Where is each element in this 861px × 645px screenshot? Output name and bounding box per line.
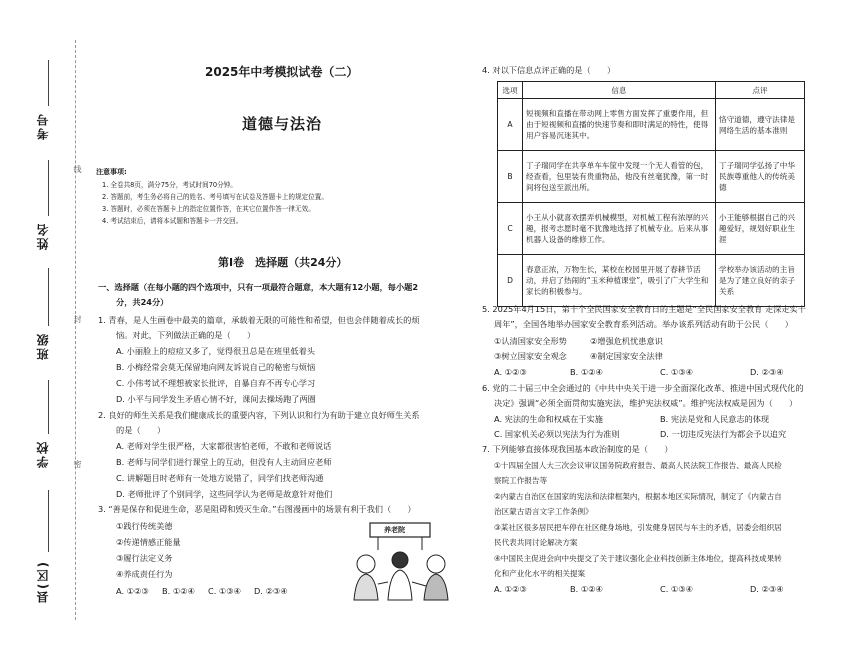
table-cell-comment: 小王能够根据自己的兴趣爱好，规划好职业生涯 <box>716 203 805 255</box>
q7-statement: 察院工作报告等 <box>494 476 548 485</box>
note-item: 4. 考试结束后，请将本试题和答题卡一并交回。 <box>102 217 243 225</box>
q3-statement: ③履行法定义务 <box>116 553 173 563</box>
q7-option-c[interactable]: C. ①③④ <box>660 584 693 594</box>
q5-statement: ①认清国家安全形势 <box>494 336 567 346</box>
q5-statement: ③树立国家安全观念 <box>494 351 567 361</box>
q3-option-c[interactable]: C. ①③④ <box>208 586 241 596</box>
q6-option-d[interactable]: D. 一切违反宪法行为都会予以追究 <box>660 429 787 439</box>
school-blank[interactable] <box>48 380 49 434</box>
note-item: 3. 答题时，必须在答题卡上的指定位置作答，在其它位置作答一律无效。 <box>102 205 315 213</box>
fold-mark-seal: 封 <box>73 315 82 323</box>
q5-option-a[interactable]: A. ①②③ <box>494 367 527 377</box>
note-item: 1. 全卷共8页，满分75分，考试时间70分钟。 <box>102 181 237 189</box>
table-cell-option: A <box>498 99 523 151</box>
table-header: 点评 <box>716 82 805 99</box>
q7-statement: 治区蒙古语言文字工作条例》 <box>494 507 593 516</box>
exam-title: 2025年中考模拟试卷（二） <box>205 65 359 79</box>
table-cell-comment: 恪守道德，遵守法律是网络生活的基本准则 <box>716 99 805 151</box>
q3-statement: ④养成责任行为 <box>116 569 173 579</box>
q2-stem: 的是（ ） <box>116 425 166 435</box>
table-header: 选项 <box>498 82 523 99</box>
county-blank[interactable] <box>48 490 49 552</box>
table-cell-info: 丁子瑞同学在共享单车车筐中发现一个无人看管的包，经查看，包里装有贵重物品，他没有丝毫犹豫，第一时间将包送至派出所。 <box>523 151 716 203</box>
q5-statement: ②增强危机忧患意识 <box>590 336 663 346</box>
q1-option-a[interactable]: A. 小丽脸上的痘痘又多了，觉得很丑总是在班里低着头 <box>116 346 315 356</box>
table-cell-comment: 丁子瑞同学弘扬了中华民族尊重他人的传统美德 <box>716 151 805 203</box>
subject-title: 道德与法治 <box>242 115 323 133</box>
cartoon-sign-text: 养老院 <box>384 526 405 534</box>
q7-statement: ②内蒙古自治区在国家的宪法和法律框架内，根据本地区实际情况，制定了《内蒙古自 <box>494 492 782 501</box>
q3-option-d[interactable]: D. ②③④ <box>254 586 288 596</box>
q7-statement: ①十四届全国人大三次会议审议国务院政府报告、最高人民法院工作报告、最高人民检 <box>494 461 782 470</box>
fold-mark-line: 线 <box>73 165 82 173</box>
section-instruction: 一、选择题（在每小题的四个选项中，只有一项最符合题意，本大题有12小题，每小题2 <box>98 282 419 292</box>
table-row <box>498 99 805 151</box>
q2-stem: 2. 良好的师生关系是我们健康成长的重要内容，下列认识和行为有助于建立良好师生关系 <box>98 410 420 420</box>
q4-stem: 4. 对以下信息点评正确的是（ ） <box>482 65 616 75</box>
q1-option-b[interactable]: B. 小梅经常会莫无保留地向网友诉说自己的秘密与烦恼 <box>116 362 316 372</box>
q3-statement: ②传递情感正能量 <box>116 537 181 547</box>
q7-statement: 民代表共同讨论解决方案 <box>494 538 578 547</box>
q3-option-a[interactable]: A. ①②③ <box>116 586 149 596</box>
q7-option-d[interactable]: D. ②③④ <box>750 584 784 594</box>
name-blank[interactable] <box>48 160 49 216</box>
q2-option-a[interactable]: A. 老师对学生很严格，大家都很害怕老师，不敢和老师说话 <box>116 441 332 451</box>
q4-table <box>497 81 805 307</box>
table-cell-info: 小王从小就喜欢摆弄机械模型，对机械工程有浓厚的兴趣，报考志愿时毫不犹豫地选择了机械专业。后来从事机器人设备的维修工作。 <box>523 203 716 255</box>
name-label: 姓名 <box>36 222 50 250</box>
class-blank[interactable] <box>48 268 49 326</box>
table-cell-option: B <box>498 151 523 203</box>
q6-stem: 决定》强调“必须全面贯彻实施宪法，维护宪法权威”。维护宪法权威是因为（ ） <box>494 398 798 408</box>
table-header: 信息 <box>523 82 716 99</box>
school-label: 学校 <box>36 440 50 468</box>
exam-no-label: 考号 <box>36 112 50 140</box>
q3-cartoon <box>348 520 458 602</box>
table-header-row <box>498 82 805 99</box>
q1-option-c[interactable]: C. 小伟考试不理想被家长批评，自暴自弃不再专心学习 <box>116 378 316 388</box>
q7-stem: 7. 下列能够直接体现我国基本政治制度的是（ ） <box>482 444 673 454</box>
q6-option-c[interactable]: C. 国家机关必须以宪法为行为准则 <box>494 429 620 439</box>
fold-mark-secret: 密 <box>73 460 82 468</box>
table-row <box>498 203 805 255</box>
q2-option-d[interactable]: D. 老师批评了个别同学，这些同学认为老师是故意针对他们 <box>116 489 333 499</box>
q5-option-b[interactable]: B. ①②④ <box>570 367 603 377</box>
q2-option-b[interactable]: B. 老师与同学们进行课堂上的互动，但没有人主动回应老师 <box>116 457 332 467</box>
table-cell-option: C <box>498 203 523 255</box>
q6-option-b[interactable]: B. 宪法是党和人民意志的体现 <box>660 414 770 424</box>
q7-option-b[interactable]: B. ①②④ <box>570 584 603 594</box>
table-cell-comment: 学校举办该活动的主旨是为了建立良好的亲子关系 <box>716 255 805 307</box>
q7-statement: ④中国民主促进会向中央提交了关于建议强化企业科技创新主体地位，提高科技成果转 <box>494 554 782 563</box>
table-row <box>498 151 805 203</box>
q6-stem: 6. 党的二十届三中全会通过的《中共中央关于进一步全面深化改革、推进中国式现代化的 <box>482 383 804 393</box>
q3-stem: 3. “善是保存和促进生命，恶是阻碍和毁灭生命。”右图漫画中的场景有利于我们（ ） <box>98 504 416 514</box>
county-label: 县(区) <box>36 560 50 603</box>
notes-heading: 注意事项: <box>96 168 127 176</box>
q5-stem: 周年”，全国各地举办国家安全教育系列活动。举办该系列活动有助于公民（ ） <box>494 319 793 329</box>
q1-stem: 恼。对此，下列做法正确的是（ ） <box>116 330 256 340</box>
q2-option-c[interactable]: C. 讲解题目时老师有一处地方说错了，同学们找老师沟通 <box>116 473 324 483</box>
q3-statement: ①践行传统美德 <box>116 521 173 531</box>
fold-line <box>75 40 76 620</box>
q6-option-a[interactable]: A. 宪法的生命和权威在于实施 <box>494 414 603 424</box>
q1-stem: 1. 青春，是人生画卷中最美的篇章，承载着无限的可能性和希望，但也会伴随着成长的烦 <box>98 315 420 325</box>
q5-stem: 5. 2025年4月15日，第十个全民国家安全教育日的主题是“全民国家安全教育 走深走实十 <box>482 304 806 314</box>
q7-statement: ③某社区很多居民把车停在社区健身场地，引发健身居民与车主的矛盾，居委会组织居 <box>494 523 782 532</box>
q7-option-a[interactable]: A. ①②③ <box>494 584 527 594</box>
q5-option-d[interactable]: D. ②③④ <box>750 367 784 377</box>
table-cell-info: 短视频和直播在带动网上零售方面发挥了重要作用，但由于短视频和直播的快速节奏和即时满足的特性，使得用户容易沉迷其中。 <box>523 99 716 151</box>
q7-statement: 化和产业化水平的相关提案 <box>494 569 586 578</box>
table-cell-option: D <box>498 255 523 307</box>
q3-option-b[interactable]: B. ①②④ <box>162 586 195 596</box>
class-label: 班级 <box>36 332 50 360</box>
table-cell-info: 春意正浓，万物生长，某校在校园里开展了春耕节活动，并启了热闹的“玉米种植课堂”，吸引了广大学生和家长的积极参与。 <box>523 255 716 307</box>
note-item: 2. 答题前，考生务必将自己的姓名、考号填写在试卷及答题卡上的规定位置。 <box>102 193 328 201</box>
q5-statement: ④制定国家安全法律 <box>590 351 663 361</box>
exam-no-blank[interactable] <box>48 60 49 106</box>
table-row <box>498 255 805 307</box>
section-instruction: 分，共24分） <box>116 297 169 307</box>
q1-option-d[interactable]: D. 小平与同学发生矛盾心情不好，课间去操场跑了两圈 <box>116 394 316 404</box>
q5-option-c[interactable]: C. ①③④ <box>660 367 693 377</box>
section-title: 第Ⅰ卷 选择题（共24分） <box>218 256 348 269</box>
